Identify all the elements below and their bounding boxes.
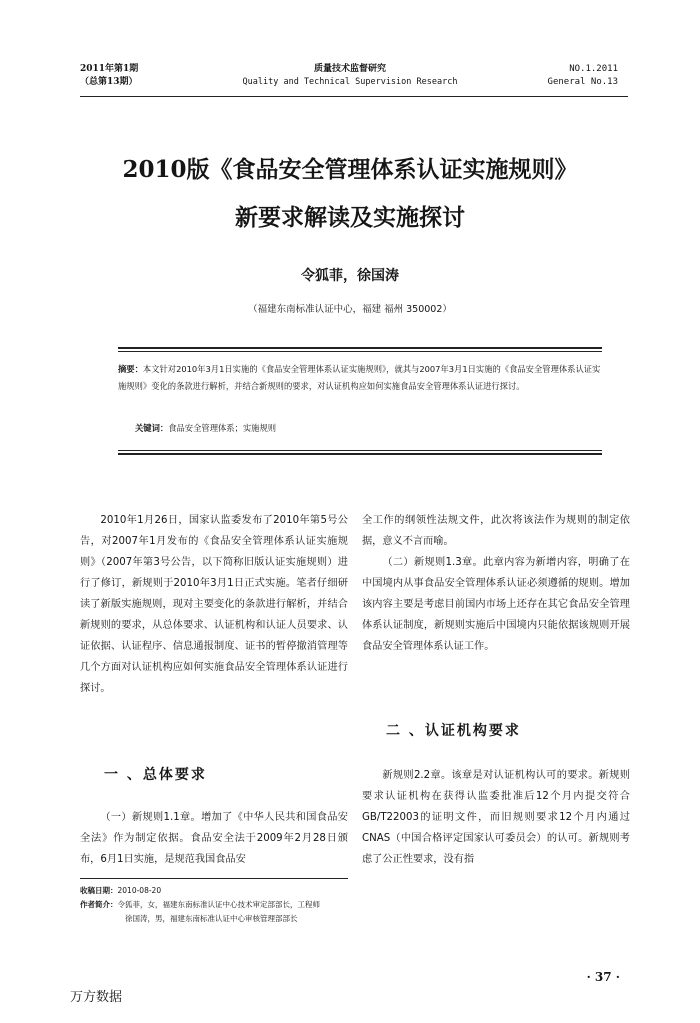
body-intro-paragraph: 2010年1月26日，国家认监委发布了2010年第5号公告，对2007年1月发布的《食品安全管理体系认证实施规则》（2007年第3号公告，以下简称旧版认证实施规则）进行了修订，新规则于2010年3月1日正式实施。笔者仔细研读了新版实施规则，现对主要变化的条款进行解析，并结合新规则的要求，从总体要求、认证机构和认证人员要求、认证依据、认证程序、信息通报制度、证书的暂停撤消管理等几个方面对认证机构应如何实施食品安全管理体系认证进行探讨。 xyxy=(80,515,348,694)
header-journal-en: Quality and Technical Supervision Research xyxy=(242,77,458,87)
body-left-column-lower xyxy=(80,807,348,870)
header-journal-cn: 质量技术监督研究 xyxy=(313,64,386,74)
abstract-top-rule xyxy=(118,347,602,349)
body-left-paragraph-2: （一）新规则1.1章。增加了《中华人民共和国食品安全法》作为制定依据。食品安全法于2009年2月28日颁布，6月1日实施，是规范我国食品安 xyxy=(80,812,348,865)
keywords xyxy=(135,422,276,434)
footnote xyxy=(80,884,320,926)
keywords-label: 关键词： xyxy=(135,423,169,433)
header-rule xyxy=(80,96,628,97)
body-right-paragraph-1: 全工作的纲领性法规文件，此次将该法作为规则的制定依据，意义不言而喻。 xyxy=(362,515,630,547)
header-number xyxy=(548,63,618,89)
footnote-bio-label: 作者简介： xyxy=(80,900,118,909)
keywords-text: 食品安全管理体系；实施规则 xyxy=(168,423,277,433)
body-right-paragraph-3: 新规则2.2章。该章是对认证机构认可的要求。新规则要求认证机构在获得认监委批准后12个月内提交符合GB/T22003的证明文件，而旧规则要求12个月内通过CNAS（中国合格评定国家认可委员会）的认可。新规则考虑了公正性要求，没有指 xyxy=(362,770,630,865)
footnote-received-label: 收稿日期： xyxy=(80,886,118,895)
header-number-general: General No.13 xyxy=(547,77,618,87)
abstract-label: 摘要： xyxy=(118,364,143,374)
abstract xyxy=(118,361,602,395)
footnote-rule xyxy=(80,878,348,879)
paper-authors: 令狐菲，徐国涛 xyxy=(301,268,399,284)
header-issue-total: （总第13期） xyxy=(80,77,138,87)
footnote-received xyxy=(80,884,320,898)
footnote-received-date: 2010-08-20 xyxy=(117,886,162,895)
paper-title-line2: 新要求解读及实施探讨 xyxy=(235,204,465,231)
paper-title-line1: 2010版《食品安全管理体系认证实施规则》 xyxy=(122,156,578,183)
body-left-column xyxy=(80,510,348,699)
abstract-bottom-rule-thick xyxy=(118,453,602,455)
body-right-column-lower xyxy=(362,765,630,870)
footnote-bio-author1: 令狐菲，女，福建东南标准认证中心技术审定部部长，工程师 xyxy=(117,900,320,909)
body-right-column xyxy=(362,510,630,657)
abstract-bottom-rule xyxy=(118,450,602,451)
footnote-bio-author2: 徐国涛，男，福建东南标准认证中心审核管理部部长 xyxy=(125,914,298,923)
header-issue-year: 2011年第1期 xyxy=(80,64,139,74)
abstract-top-rule-thin xyxy=(118,351,602,352)
section-heading-2: 二 、认证机构要求 xyxy=(386,723,521,739)
abstract-text: 本文针对2010年3月1日实施的《食品安全管理体系认证实施规则》，就其与2007年3月1日实施的《食品安全管理体系认证实施规则》变化的条款进行解析，并结合新规则的要求，对认证机构应如何实施食品安全管理体系认证进行探讨。 xyxy=(118,364,601,391)
header-number-no: NO.1.2011 xyxy=(569,64,618,74)
page-number: · 37 · xyxy=(586,970,620,984)
section-heading-1: 一 、总体要求 xyxy=(104,767,207,783)
footnote-bio xyxy=(80,898,320,912)
watermark: 万方数据 xyxy=(70,990,123,1005)
paper-affiliation: （福建东南标准认证中心，福建 福州 350002） xyxy=(248,304,452,315)
body-right-paragraph-2: （二）新规则1.3章。此章内容为新增内容，明确了在中国境内从事食品安全管理体系认证必须遵循的规则。增加该内容主要是考虑目前国内市场上还存在其它食品安全管理体系认证制度，新规则实施后中国境内只能依据该规则开展食品安全管理体系认证工作。 xyxy=(362,557,630,652)
